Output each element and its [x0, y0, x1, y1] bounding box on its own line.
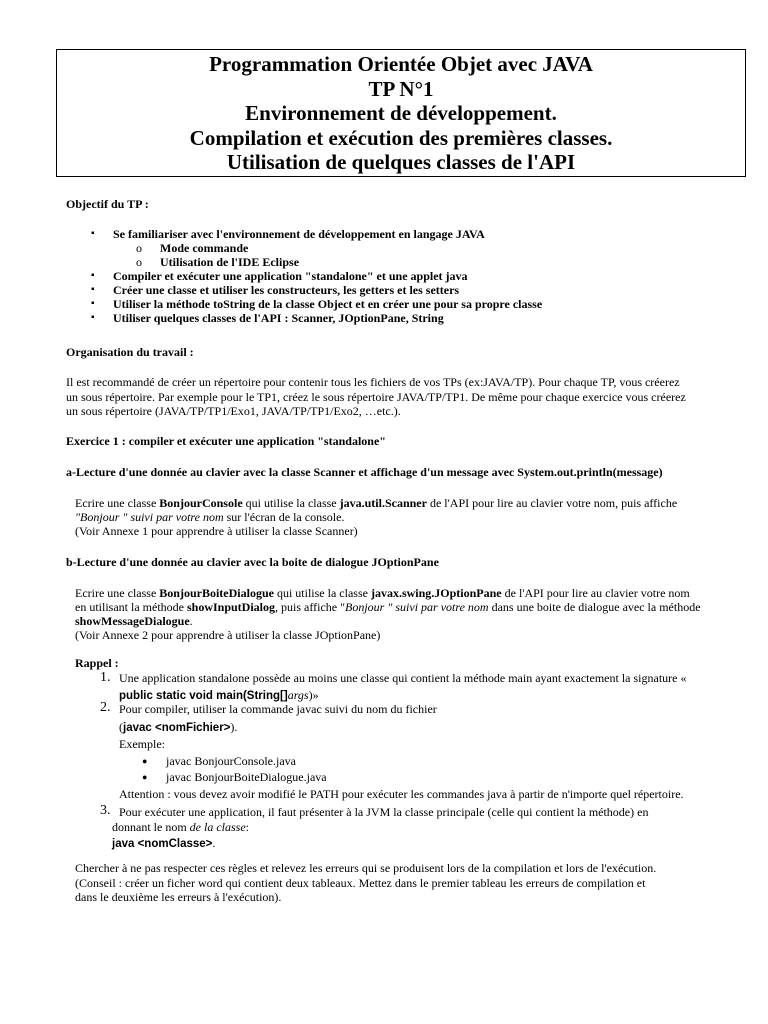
rappel-3-line-2: donnant le nom de la classe: — [112, 820, 249, 834]
title-line-2: TP N°1 — [368, 76, 434, 101]
rappel-heading: Rappel : — [75, 656, 119, 670]
sub-bullet-icon: o — [136, 241, 142, 255]
api-class: java.util.Scanner — [339, 496, 427, 510]
rappel-2-line-1: Pour compiler, utiliser la commande javac suivi du nom du fichier — [119, 702, 437, 716]
exercice1-heading: Exercice 1 : compiler et exécuter une application "standalone" — [66, 434, 386, 448]
exercice1-b-line-4: (Voir Annexe 2 pour apprendre à utiliser la classe JOptionPane) — [75, 628, 381, 642]
bullet-icon: ▪ — [91, 284, 95, 295]
title-line-3: Environnement de développement. — [245, 101, 557, 125]
objectif-item-1: Se familiariser avec l'environnement de développement en langage JAVA — [113, 227, 485, 241]
title-line-1: Programmation Orientée Objet avec JAVA — [209, 52, 593, 76]
objectif-item-5: Utiliser quelques classes de l'API : Scanner, JOptionPane, String — [113, 311, 444, 325]
method-name: showMessageDialogue — [75, 614, 190, 628]
bullet-icon: ▪ — [91, 298, 95, 309]
closing-line-3: dans le deuxième les erreurs à l'exécution). — [75, 890, 282, 904]
attention-note: Attention : vous devez avoir modifié le PATH pour exécuter les commandes java à partir de n'importe quel répertoire. — [119, 787, 684, 801]
exercice1-b-heading: b-Lecture d'une donnée au clavier avec la boite de dialogue JOptionPane — [66, 555, 439, 569]
bullet-icon: ● — [142, 772, 148, 782]
exercice1-a-line-3: (Voir Annexe 1 pour apprendre à utiliser la classe Scanner) — [75, 524, 358, 538]
closing-line-2: (Conseil : créer un ficher word qui contient deux tableaux. Mettez dans le premier tableau les erreurs de compilation et — [75, 876, 646, 890]
objectif-item-2: Compiler et exécuter une application "standalone" et une applet java — [113, 269, 468, 283]
rappel-3-line-3: java <nomClasse>. — [112, 836, 216, 850]
organisation-line-1: Il est recommandé de créer un répertoire pour contenir tous les fichiers de vos TPs (ex:JAVA/TP). Pour chaque TP, vous créerez — [66, 375, 680, 389]
example-2: javac BonjourBoiteDialogue.java — [166, 770, 327, 784]
objectif-subitem-2: Utilisation de l'IDE Eclipse — [160, 255, 300, 269]
class-name: BonjourConsole — [159, 496, 243, 510]
objectif-subitem-1: Mode commande — [160, 241, 249, 255]
title-line-4: Compilation et exécution des premières classes. — [189, 125, 613, 150]
bullet-icon: ▪ — [91, 312, 95, 323]
bullet-icon: ▪ — [91, 228, 95, 239]
code-javac: javac <nomFichier> — [123, 722, 231, 734]
code-java: java <nomClasse> — [112, 838, 213, 850]
organisation-line-3: un sous répertoire (JAVA/TP/TP1/Exo1, JAVA/TP/TP1/Exo2, …etc.). — [66, 404, 401, 418]
title-box — [56, 49, 746, 177]
rappel-3-line-1: Pour exécuter une application, il faut présenter à la JVM la classe principale (celle qui contient la méthode) en — [119, 805, 649, 819]
bullet-icon: ● — [142, 756, 148, 766]
exercice1-b-line-2: en utilisant la méthode showInputDialog, puis affiche "Bonjour " suivi par votre nom dans une boite de dialogue avec la méthode — [75, 600, 701, 614]
rappel-1-line-2: public static void main(String[]args)» — [119, 688, 319, 702]
rappel-2-line-2: (javac <nomFichier>). — [119, 720, 238, 734]
method-name: showInputDialog — [186, 600, 276, 614]
rappel-number-1: 1. — [100, 670, 111, 685]
exercice1-b-line-1: Ecrire une classe BonjourBoiteDialogue qui utilise la classe javax.swing.JOptionPane de l'API pour lire au clavier votre nom — [75, 586, 690, 600]
rappel-1-line-1: Une application standalone possède au moins une classe qui contient la méthode main ayant exactement la signature « — [119, 671, 687, 685]
sub-bullet-icon: o — [136, 255, 142, 269]
class-name: BonjourBoiteDialogue — [159, 586, 274, 600]
api-class: javax.swing.JOptionPane — [370, 586, 502, 600]
rappel-number-2: 2. — [100, 700, 111, 715]
exercice1-a-line-2: "Bonjour " suivi par votre nom sur l'écran de la console. — [75, 510, 345, 524]
example-1: javac BonjourConsole.java — [166, 754, 296, 768]
exercice1-a-heading: a-Lecture d'une donnée au clavier avec la classe Scanner et affichage d'un message avec System.out.println(message) — [66, 465, 663, 479]
exercice1-a-line-1: Ecrire une classe BonjourConsole qui utilise la classe java.util.Scanner de l'API pour lire au clavier votre nom, puis affiche — [75, 496, 678, 510]
organisation-heading: Organisation du travail : — [66, 345, 194, 359]
closing-line-1: Chercher à ne pas respecter ces règles et relevez les erreurs qui se produisent lors de la compilation et lors de l'exécution. — [75, 861, 657, 875]
objectif-heading: Objectif du TP : — [66, 197, 149, 211]
bullet-icon: ▪ — [91, 270, 95, 281]
objectif-item-4: Utiliser la méthode toString de la classe Object et en créer une pour sa propre classe — [113, 297, 543, 311]
code-signature: public static void main(String[] — [119, 690, 288, 702]
organisation-line-2: un sous répertoire. Par exemple pour le TP1, créez le sous répertoire JAVA/TP/TP1. De même pour chaque exercice vous créerez — [66, 390, 686, 404]
exemple-label: Exemple: — [119, 737, 165, 751]
exercice1-b-line-3: showMessageDialogue. — [75, 614, 193, 628]
objectif-item-3: Créer une classe et utiliser les constructeurs, les getters et les setters — [113, 283, 460, 297]
rappel-number-3: 3. — [100, 803, 111, 818]
title-line-5: Utilisation de quelques classes de l'API — [226, 150, 576, 174]
